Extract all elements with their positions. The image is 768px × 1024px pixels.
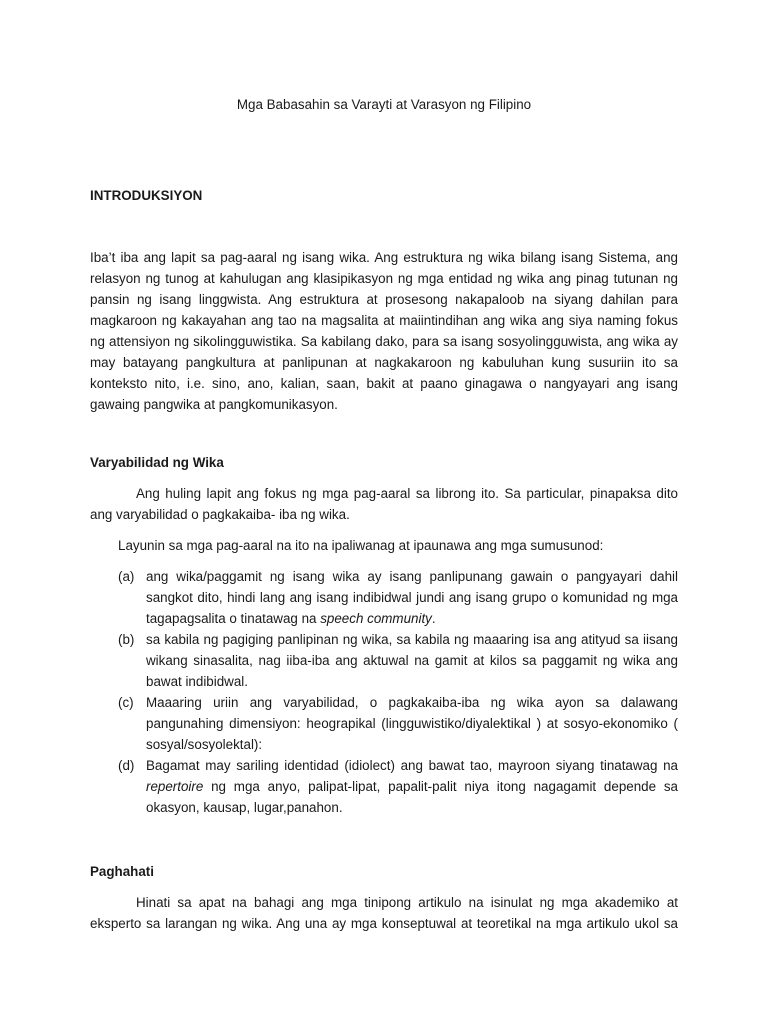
list-marker: (b) <box>118 632 135 647</box>
list-item-text-after: ng mga anyo, palipat-lipat, papalit-palit niya itong nagagamit depende sa okasyon, kausap, lugar,panahon. <box>146 779 678 815</box>
list-item-text: Maaaring uriin ang varyabilidad, o pagkakaiba-iba ng wika ayon sa dalawang pangunahing dimensiyon: heograpikal (lingguwistiko/diyalektikal ) at sosyo-ekonomiko ( sosyal/sosyolektal): <box>146 695 678 752</box>
intro-heading: INTRODUKSIYON <box>90 188 203 203</box>
list-marker: (c) <box>118 695 134 710</box>
list-marker: (a) <box>118 569 135 584</box>
list-item <box>118 692 678 755</box>
objectives-list <box>118 566 678 818</box>
section-heading-varyabilidad: Varyabilidad ng Wika <box>90 455 224 470</box>
document-title: Mga Babasahin sa Varayti at Varasyon ng Filipino <box>236 97 532 112</box>
list-item-emphasis: repertoire <box>146 779 204 794</box>
list-item-emphasis: speech community <box>320 611 432 626</box>
list-intro: Layunin sa mga pag-aaral na ito na ipaliwanag at ipaunawa ang mga sumusunod: <box>118 538 604 553</box>
list-item-text: sa kabila ng pagiging panlipinan ng wika, sa kabila ng maaaring isa ang atityud sa iisang wikang sinasalita, nag iiba-iba ang aktuwal na gamit at kilos sa paggamit ng wika ang bawat indibidwal. <box>146 632 678 689</box>
section-paragraph-varyabilidad: Ang huling lapit ang fokus ng mga pag-aaral sa librong ito. Sa particular, pinapaksa dito ang varyabilidad o pagkakaiba- iba ng wika. <box>90 486 678 522</box>
list-item-text: ang wika/paggamit ng isang wika ay isang panlipunang gawain o pangyayari dahil sangkot dito, hindi lang ang isang indibidwal jundi ang isang grupo o komunidad ng mga tagapagsalita o tinatawag na <box>146 569 678 626</box>
list-item <box>118 629 678 692</box>
list-item-text: Bagamat may sariling identidad (idiolect) ang bawat tao, mayroon siyang tinatawag na <box>146 758 678 773</box>
section-heading-paghahati: Paghahati <box>90 864 154 879</box>
list-marker: (d) <box>118 758 135 773</box>
list-item <box>118 566 678 629</box>
section-paragraph-paghahati: Hinati sa apat na bahagi ang mga tinipong artikulo na isinulat ng mga akademiko at eksperto sa larangan ng wika. Ang una ay mga konseptuwal at teoretikal na mga artikulo ukol sa <box>90 895 678 931</box>
intro-paragraph: Iba’t iba ang lapit sa pag-aaral ng isang wika. Ang estruktura ng wika bilang isang Sistema, ang relasyon ng tunog at kahulugan ang klasipikasyon ng mga entidad ng wika ang pinag tutunan ng pansin ng isang linggwista. Ang estruktura at prosesong nakapaloob na siyang dahilan para magkaroon ng kakayahan ang tao na magsalita at maiintindihan ang wika ang siya naming fokus ng attensiyon ng sikolingguwistika. Sa kabilang dako, para sa isang sosyolingguwista, ang wika ay may batayang pangkultura at panlipunan at nagkakaroon ng kabuluhan kung susuriin ito sa konteksto nito, i.e. sino, ano, kalian, saan, bakit at paano ginagawa o nangyayari ang isang gawaing pangwika at pangkomunikasyon. <box>90 250 678 412</box>
list-item <box>118 755 678 818</box>
list-item-text-after: . <box>431 611 436 626</box>
